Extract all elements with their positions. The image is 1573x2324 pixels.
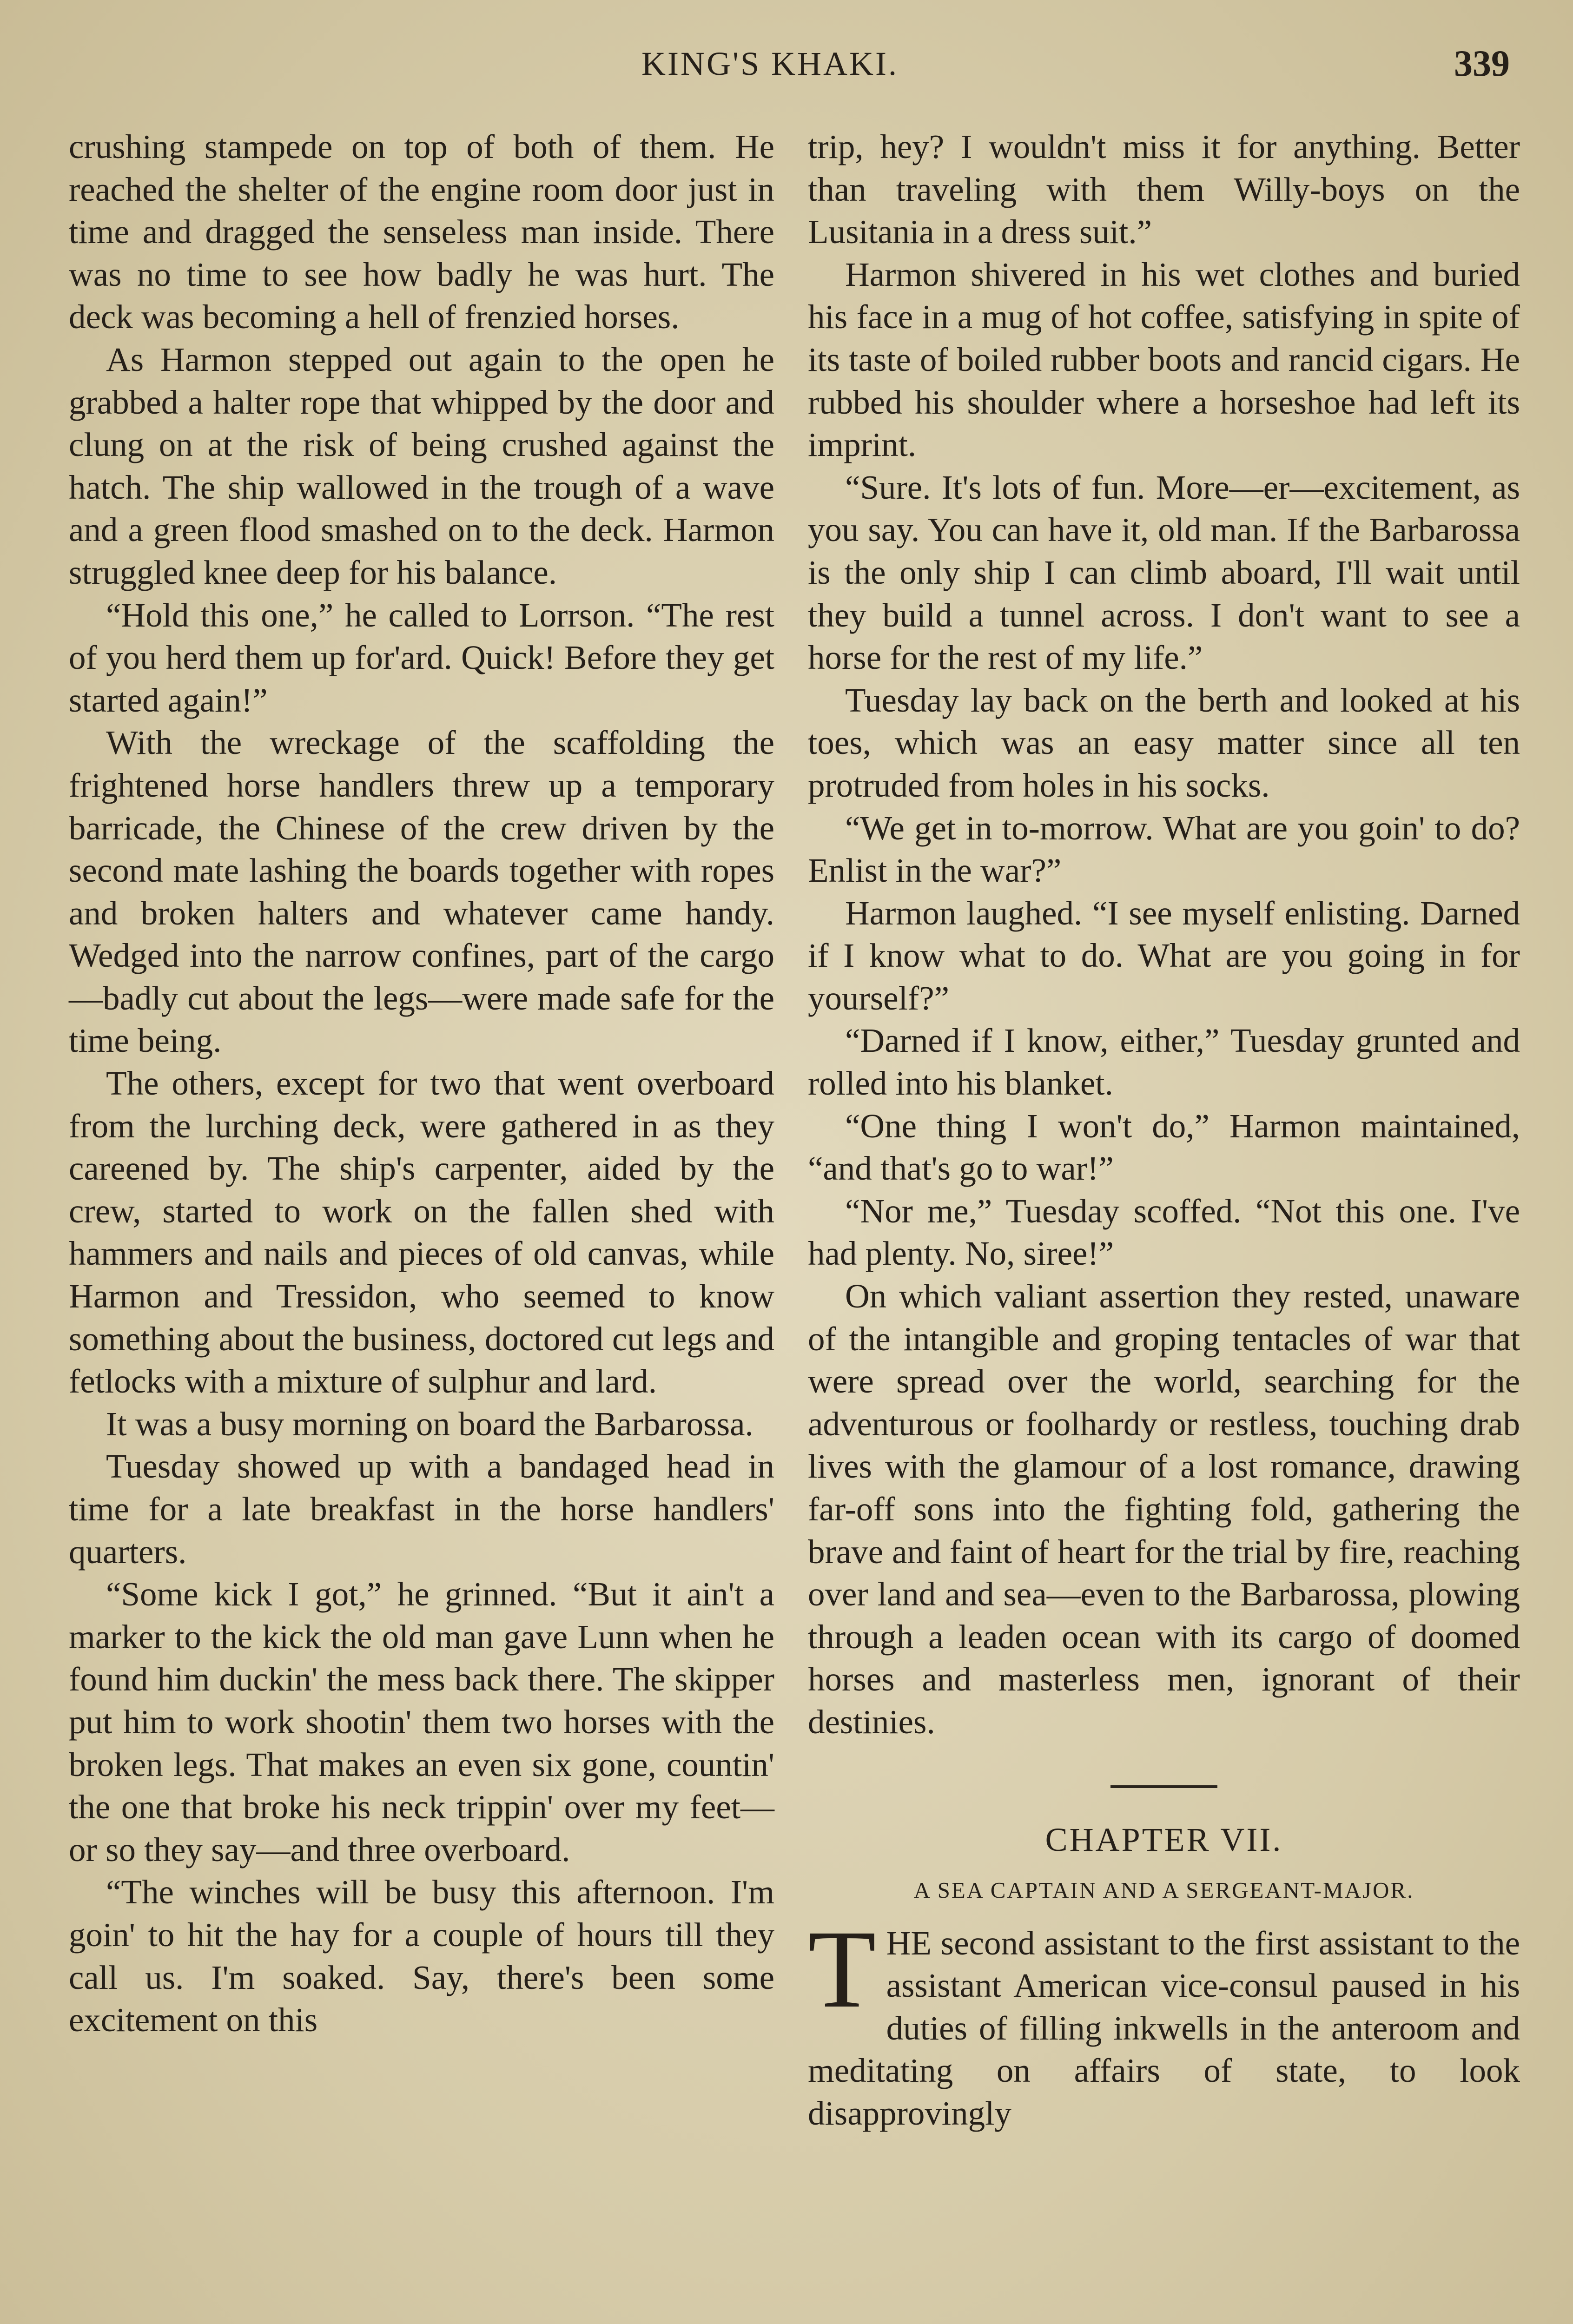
running-title: KING'S KHAKI. xyxy=(641,45,899,82)
chapter-opening-text: HE second assistant to the first assistant to the assistant American vice-consul paused in his duties of filling inkwells in the anteroom and meditating on affairs of state, to look disapprovingly xyxy=(808,1924,1520,2132)
paragraph: “Hold this one,” he called to Lorrson. “The rest of you herd them up for'ard. Quick! Before they get started again!” xyxy=(69,596,774,719)
drop-cap: T xyxy=(808,1907,876,2031)
left-column xyxy=(69,125,774,2041)
paragraph: “Some kick I got,” he grinned. “But it ain't a marker to the kick the old man gave Lunn when he found him duckin' the mess back there. The skipper put him to work shootin' them two horses with the broken legs. That makes an even six gone, countin' the one that broke his neck trippin' over my feet—or so they say—and three overboard. xyxy=(69,1575,774,1868)
paragraph: “The winches will be busy this afternoon. I'm goin' to hit the hay for a couple of hours till they call us. I'm soaked. Say, there's been some excitement on this xyxy=(69,1873,774,2039)
paragraph: crushing stampede on top of both of them. He reached the shelter of the engine room door just in time and dragged the senseless man inside. There was no time to see how badly he was hurt. The deck was becoming a hell of frenzied horses. xyxy=(69,128,774,336)
paragraph: Tuesday showed up with a bandaged head in time for a late breakfast in the horse handlers' quarters. xyxy=(69,1447,774,1571)
paragraph: “Darned if I know, either,” Tuesday grunted and rolled into his blanket. xyxy=(808,1022,1520,1103)
chapter-opening xyxy=(808,1907,1520,2135)
paragraph: Harmon laughed. “I see myself enlisting. Darned if I know what to do. What are you going in for yourself?” xyxy=(808,894,1520,1017)
paragraph: On which valiant assertion they rested, unaware of the intangible and groping tentacles of war that were spread over the world, searching for the adventurous or foolhardy or restless, touching drab lives with the glamour of a lost romance, drawing far-off sons into the fighting fold, gathering the brave and faint of heart for the trial by fire, reaching over land and sea—even to the Barbarossa, plowing through a leaden ocean with its cargo of doomed horses and masterless men, ignorant of their destinies. xyxy=(808,1277,1520,1741)
chapter-subtitle: A SEA CAPTAIN AND A SERGEANT-MAJOR. xyxy=(913,1877,1414,1903)
paragraph: The others, except for two that went overboard from the lurching deck, were gathered in as they careened by. The ship's carpenter, aided by the crew, started to work on the fallen shed with hammers and nails and pieces of old canvas, while Harmon and Tressidon, who seemed to know something about the business, doctored cut legs and fetlocks with a mixture of sulphur and lard. xyxy=(69,1064,774,1400)
chapter-title: CHAPTER VII. xyxy=(1045,1821,1283,1858)
paragraph: With the wreckage of the scaffolding the frightened horse handlers threw up a temporary barricade, the Chinese of the crew driven by the second mate lashing the boards together with ropes and broken halters and whatever came handy. Wedged into the narrow confines, part of the cargo —badly cut about the legs—were made safe for the time being. xyxy=(69,724,774,1060)
paragraph: As Harmon stepped out again to the open he grabbed a halter rope that whipped by the door and clung on at the risk of being crushed against the hatch. The ship wallowed in the trough of a wave and a green flood smashed on to the deck. Harmon struggled knee deep for his balance. xyxy=(69,340,774,591)
paragraph: Harmon shivered in his wet clothes and buried his face in a mug of hot coffee, satisfying in spite of its taste of boiled rubber boots and rancid cigars. He rubbed his shoulder where a horseshoe had left its imprint. xyxy=(808,255,1520,464)
paragraph: Tuesday lay back on the berth and looked at his toes, which was an easy matter since all ten protruded from holes in his socks. xyxy=(808,681,1520,804)
page-number: 339 xyxy=(1454,43,1510,84)
paragraph: “We get in to-morrow. What are you goin' to do? Enlist in the war?” xyxy=(808,809,1520,890)
paragraph: “Sure. It's lots of fun. More—er—excitement, as you say. You can have it, old man. If the Barbarossa is the only ship I can climb aboard, I'll wait until they build a tunnel across. I don't want to see a horse for the rest of my life.” xyxy=(808,468,1520,677)
paragraph: trip, hey? I wouldn't miss it for anything. Better than traveling with them Willy-boys on the Lusitania in a dress suit.” xyxy=(808,128,1520,251)
paragraph: “Nor me,” Tuesday scoffed. “Not this one. I've had plenty. No, siree!” xyxy=(808,1192,1520,1273)
paragraph: “One thing I won't do,” Harmon maintained, “and that's go to war!” xyxy=(808,1107,1520,1188)
section-divider xyxy=(1110,1785,1217,1788)
paragraph: It was a busy morning on board the Barbarossa. xyxy=(106,1405,753,1443)
right-column xyxy=(808,125,1520,2135)
